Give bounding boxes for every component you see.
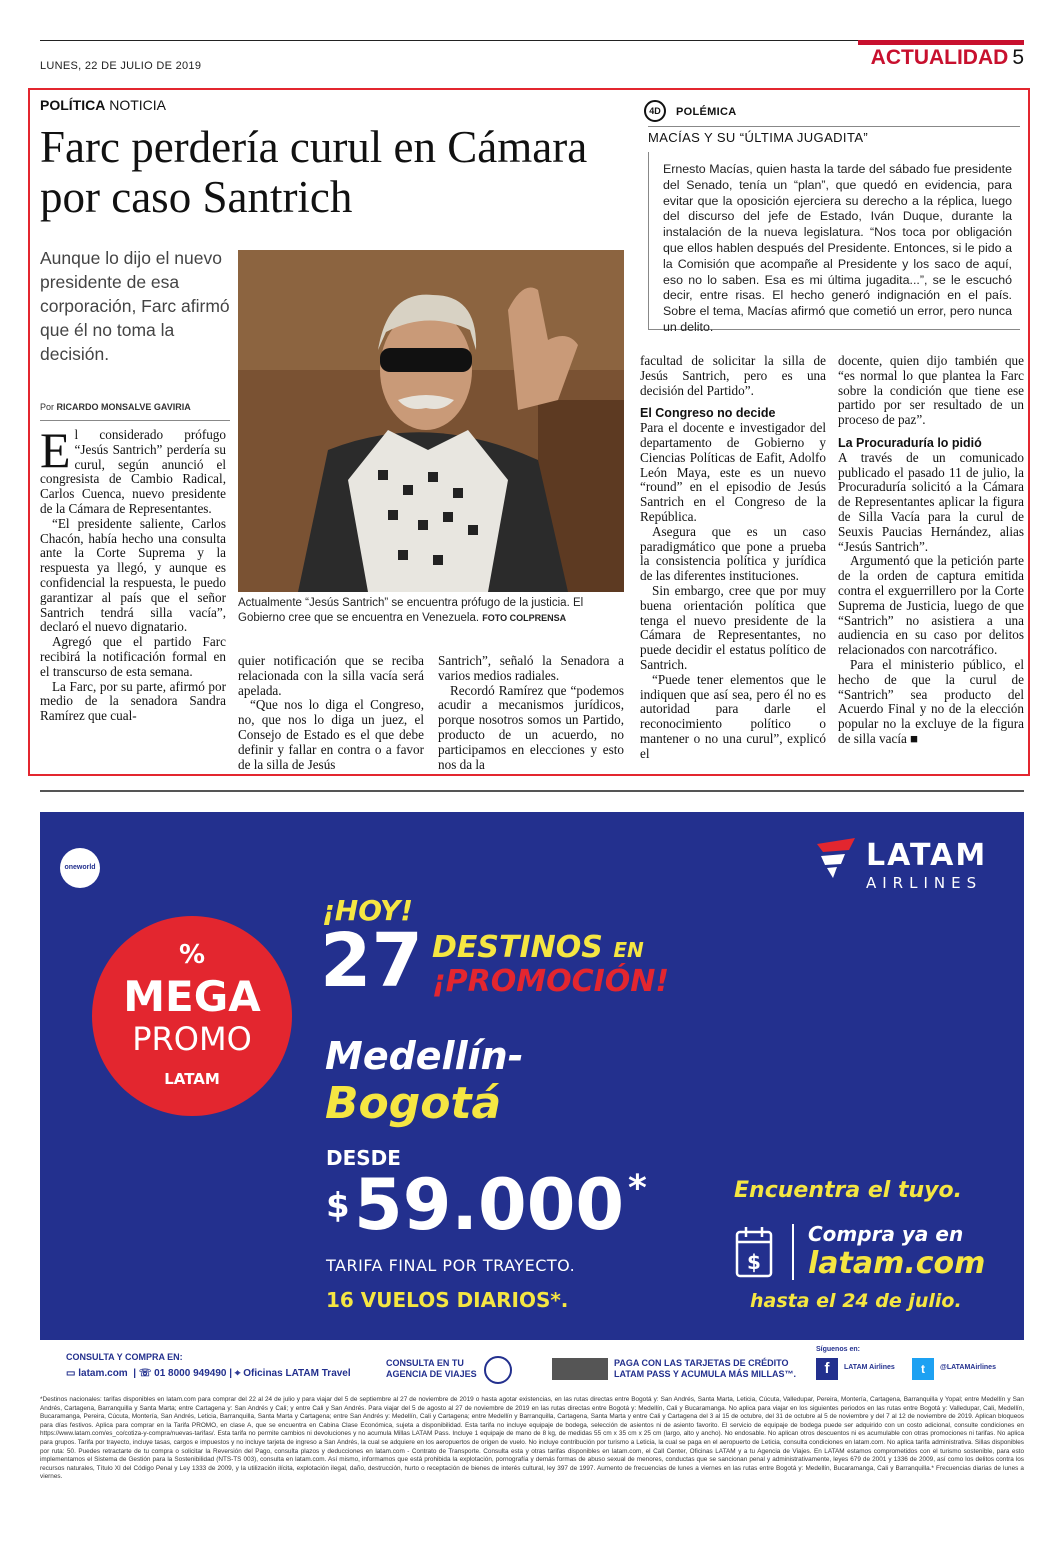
paragraph: “Puede tener elementos que le indiquen que así sea, pero él no es autoridad para darle el reconocimiento político o mantener o no una curul”, explicó el: [640, 671, 826, 761]
ad-price-asterisk: *: [628, 1168, 647, 1209]
footer-oficinas: Oficinas LATAM Travel: [243, 1368, 351, 1379]
svg-text:$: $: [747, 1250, 761, 1274]
badge-mega: MEGA: [123, 972, 261, 1021]
photo-illustration: [238, 250, 624, 592]
byline-prefix: Por: [40, 402, 55, 412]
badge-percent: %: [178, 940, 206, 970]
paragraph: La Farc, por su parte, afirmó por medio de la senadora Sandra Ramírez que cual-: [40, 678, 226, 724]
kicker-type: NOTICIA: [109, 97, 167, 113]
section-name: ACTUALIDAD: [870, 46, 1009, 69]
badge-latam: LATAM: [164, 1070, 220, 1088]
ad-hasta: hasta el 24 de julio.: [750, 1290, 962, 1312]
paga-line2: LATAM PASS Y ACUMULA MÁS MILLAS™.: [614, 1369, 796, 1379]
ad-site: latam.com: [808, 1246, 986, 1281]
footer-phone: 01 8000 949490: [154, 1368, 227, 1379]
byline-rule: [40, 420, 230, 421]
footer-consulta: CONSULTA Y COMPRA EN:: [66, 1352, 183, 1362]
ad-footer: [40, 1346, 1024, 1392]
byline-author: RICARDO MONSALVE GAVIRIA: [56, 402, 191, 412]
article-column-4: [640, 354, 826, 762]
ad-fine-print: *Destinos nacionales: tarifas disponibles en latam.com para comprar del 22 al 24 de julio y para viajar del 5 de septiembre al 27 de noviembre de 2019 o hasta agotar existencias, en las rutas directas entre Bogotá y: San Andrés, Santa Marta, Leticia, Cúcuta, Valledupar, Pereira, Montería, Cartagena, Barranquilla y Yopal; entre Medellín y San Andrés, Cartagena, Barranquilla y Santa Marta; entre Cartagena y: San Andrés y Cali; y entre Cali y San Andrés. Para viajar del 5 de agosto al 27 de noviembre de 2019 en las rutas directas entre Bogotá y: Medellín, Cali y Bucaramanga. No aplica para viajar en los siguientes periodos en las rutas entre Bogotá y: Valledupar, Cali, Medellín, Bucaramanga, Pereira, Cúcuta, Montería, San Andrés, Leticia, Barranquilla, Santa Marta y Cartagena; entre San Andrés y: Medellín, Cali y Cartagena; entre Medellín y Barranquilla, Cartagena, Santa Marta y entre Cali y Cartagena del 3 al 15 de octubre, del 31 de octubre al 5 de noviembre y del 7 al 12 de noviembre de 2019. Aplican bloqueos para días festivos. Aplica para comprar en la Tarifa PROMO, en clase A, que se encuentra en Cabina Clase Económica, sujeta a disponibilidad. Esta tarifa no incluye equipaje de bodega, selección de asientos ni de asiento favorito. El servicio de equipaje de bodega puede ser adquirido con un costo adicional, consulte condiciones en https://www.latam.com/es_co/cotiza-y-compra/nuevas-tarifas/. Esta tarifa no permite cambios ni devoluciones y no acumula Millas LATAM Pass. Incluye 1 equipaje de mano de 8 kg, de medidas 55 cm x 35 cm x 25 cm (largo, alto y ancho). No endosable. No aplican otros descuentos ni es acumulable con otras promociones ni tarifas. No aplica para grupos. Tarifa por trayecto, incluye tasas, cargos e impuestos y no incluye tarjeta de ingreso a San Andrés, la cual se adquiere en los aeropuertos de origen de vuelo. No incluye contribución por turismo a Leticia, la cual se paga en el aeropuerto de Leticia, consulta condiciones en latam.com. No aplica tarifa administrativa. Sillas disponibles por ruta: 50. Puedes retractarte de tu compra o solicitar la Reversión del Pago, consulta plazos y deducciones en latam.com - Contrato de Transporte. Consulta esta y otras tarifas disponibles en latam.com, el Call Center, Oficinas LATAM y a tu Agencia de Viajes. En LATAM estamos comprometidos con el turismo sostenible, para esto implementamos el Sistema de Gestión para la Sostenibilidad (NTS-TS 003), consulta en latam.com. Así mismo, informamos que está prohibida la explotación, pornografía y demás formas de abuso sexual de menores, conductas que se sancionan penal y administrativamente, leyes 679 de 2001 y 1336 de 2009, así como los delitos contra los recursos naturales, Título XI del Código Penal y Ley 1333 de 2009, y la utilización ilícita, explotación ilegal, daño, destrucción, hurto o receptación de bienes de interés cultural, ley 397 de 1997. Aumento de frecuencias de lunes a viernes en las rutas entre Bogotá y: Medellín, Bucaramanga, Cali y Barranquilla.* Frecuencias diarias de lunes a viernes.: [40, 1396, 1024, 1481]
paragraph: Para el ministerio público, el hecho de que la curul de “Santrich” sea producto del Acuerdo Final y no de la elección popular no la excluye de la figura de silla vacía ■: [838, 656, 1024, 746]
subheading: La Procuraduría lo pidió: [838, 435, 982, 450]
polemica-title: MACÍAS Y SU “ÚLTIMA JUGADITA”: [648, 126, 1020, 145]
facebook-icon: f: [816, 1358, 838, 1380]
agencia-icon: [484, 1356, 512, 1384]
calendar-price-icon: [734, 1224, 774, 1280]
laptop-icon: ▭: [66, 1368, 76, 1379]
drop-cap: E: [40, 422, 71, 478]
twitter-icon: t: [912, 1358, 934, 1380]
paragraph: Santrich”, señaló la Senadora a varios medios radiales.: [438, 653, 624, 683]
paragraph: Sin embargo, cree que por muy buena orientación política que tenga el nuevo presidente de la Cámara de Representantes, no puede decidir el estatus político de Santrich.: [640, 582, 826, 672]
ad-currency: $: [326, 1186, 350, 1226]
latam-brand-sub: AIRLINES: [866, 874, 983, 892]
phone-icon: ☏: [138, 1368, 152, 1379]
section-title: [871, 46, 1024, 70]
kicker-category: POLÍTICA: [40, 97, 106, 113]
footer-contacts: ▭ latam.com | ☏ 01 8000 949490 | ⌖ Oficinas LATAM Travel: [66, 1368, 351, 1379]
ad-desde: DESDE: [326, 1146, 401, 1170]
section-color-bar: [858, 40, 1024, 45]
paragraph: Agregó que el partido Farc recibirá la notificación formal en el transcurso de esta semana.: [40, 634, 226, 679]
paragraph: “Que nos lo diga el Congreso, no, que nos lo diga un juez, el Consejo de Estado es el que debe definir y fallar en contra o a favor de la silla de Jesús: [238, 697, 424, 772]
mega-promo-badge: [92, 916, 292, 1116]
ad-en-word: EN: [613, 938, 644, 962]
ad-tarifa: TARIFA FINAL POR TRAYECTO.: [326, 1256, 576, 1275]
ad-city-origin: Medellín-: [325, 1034, 524, 1078]
badge-promo: PROMO: [132, 1020, 252, 1058]
ad-promocion: ¡PROMOCIÓN!: [432, 964, 670, 999]
caption-text: Actualmente “Jesús Santrich” se encuentra prófugo de la justicia. El Gobierno cree que se encuentra en Venezuela.: [238, 597, 584, 624]
paragraph: facultad de solicitar la silla de Jesús Santrich, pero es una decisión del Partido”.: [640, 353, 826, 398]
ad-divider: [40, 790, 1024, 792]
page-number: 5: [1012, 46, 1024, 69]
ad-vuelos: 16 VUELOS DIARIOS*.: [326, 1288, 569, 1312]
ad-encuentra: Encuentra el tuyo.: [734, 1178, 962, 1203]
footer-agencia: [386, 1358, 477, 1380]
paragraph: A través de un comunicado publicado el pasado 11 de julio, la Procuraduría solicitó a la Cámara de Representantes aplicar la figura de Silla Vacía para la curul de Seuxis Paucias Hernández, alias “Jesús Santrich”.: [838, 449, 1024, 554]
paga-line1: PAGA CON LAS TARJETAS DE CRÉDITO: [614, 1358, 789, 1368]
ad-compra: Compra ya en: [808, 1222, 964, 1246]
footer-twitter: @LATAMAirlines: [940, 1364, 996, 1371]
paragraph: quier notificación que se reciba relacionada con la silla vacía será apelada.: [238, 653, 424, 698]
photo-caption: [238, 596, 624, 626]
subheading: El Congreso no decide: [640, 406, 776, 421]
ad-vertical-rule: [792, 1224, 794, 1280]
paragraph: l considerado prófugo “Jesús Santrich” perdería su curul, según anunció el congresista de Cambio Radical, Carlos Cuenca, nuevo presidente de la Cámara de Representantes.: [40, 427, 226, 516]
ad-destinos: [432, 930, 644, 965]
article-headline: Farc perdería curul en Cámara por caso Santrich: [40, 122, 588, 222]
article-column-2: [238, 654, 424, 772]
agencia-line2: AGENCIA DE VIAJES: [386, 1369, 477, 1379]
agencia-line1: CONSULTA EN TU: [386, 1358, 464, 1368]
latam-advertisement: [40, 812, 1024, 1340]
latam-brand: LATAM: [866, 838, 988, 873]
oneworld-logo: oneworld: [60, 848, 100, 888]
footer-facebook: LATAM Airlines: [844, 1364, 895, 1371]
article-column-1: [40, 422, 226, 773]
issue-date: LUNES, 22 DE JULIO DE 2019: [40, 60, 202, 72]
article-dek: Aunque lo dijo el nuevo presidente de esa corporación, Farc afirmó que él no toma la decisión.: [40, 248, 230, 364]
article-column-3: [438, 654, 624, 772]
paragraph: Asegura que es un caso paradigmático que pone a prueba la consistencia política y jurídica de las diferentes instituciones.: [640, 523, 826, 584]
article-column-5: [838, 354, 1024, 747]
footer-siguenos: Síguenos en:: [816, 1346, 860, 1353]
polemica-icon: 4D: [644, 100, 666, 122]
ad-city-destination: Bogotá: [325, 1078, 502, 1129]
paragraph: Argumentó que la petición parte de la orden de captura emitida contra el exguerrillero por la Corte Suprema de Justicia, luego de que “Santrich” no asistiera a una audiencia en su caso por delitos relacionados con narcotráfico.: [838, 553, 1024, 658]
footer-web: latam.com: [78, 1368, 128, 1379]
article-photo: [238, 250, 624, 592]
byline: [40, 402, 191, 412]
paragraph: Recordó Ramírez que “podemos acudir a mecanismos jurídicos, porque nosotros somos un Partido, producto de un acuerdo, no participamos en elecciones y esto nos da la: [438, 682, 624, 772]
latam-logo-icon: [815, 836, 859, 880]
paragraph: “El presidente saliente, Carlos Chacón, había hecho una consulta ante la Corte Suprema y la respuesta ya llegó, y aunque es confidencial la respuesta, le puedo garantizar al país que el señor Santrich tendrá silla vacía”, declaró el nuevo dignatario.: [40, 515, 226, 635]
paragraph: docente, quien dijo también que “es normal lo que plantea la Farc sobre la condición que tiene ese partido por ser resultado de un proceso de paz”.: [838, 353, 1024, 428]
article-kicker: [40, 97, 166, 113]
footer-paga: [614, 1358, 796, 1380]
paragraph: Para el docente e investigador del departamento de Gobierno y Ciencias Políticas de Eafit, Adolfo León Maya, este es un nuevo “round” en el episodio de Jesús Santrich en el Congreso de la República.: [640, 420, 826, 524]
polemica-body: Ernesto Macías, quien hasta la tarde del sábado fue presidente del Senado, tenía un “plan”, que quedó en evidencia, para evitar que la oposición ejerciera su derecho a la réplica, luego del discurso del jefe de Estado, Iván Duque, durante la instalación de la nueva legislatura. “Nos toca por obligación que ellos hablen después del Presidente. Entonces, si le pido a la Comisión que acompañe al Presidente y los saco de aquí, eso no lo saben. Esa es mi última jugadita...”, se le escuchó decir, entre risas. El hecho generó indignación en el país. Sobre el tema, Macías afirmó que cometió un error, pero nunca un delito.: [648, 152, 1020, 330]
ad-hoy: ¡HOY!: [322, 894, 414, 927]
location-icon: ⌖: [234, 1368, 241, 1379]
ad-destinos-word: DESTINOS: [432, 930, 603, 965]
polemica-label: POLÉMICA: [676, 106, 737, 118]
ad-price: 59.000: [354, 1164, 625, 1246]
credit-card-image: [552, 1358, 608, 1380]
ad-destinos-count: 27: [320, 918, 423, 1004]
photo-credit: FOTO COLPRENSA: [482, 613, 567, 623]
